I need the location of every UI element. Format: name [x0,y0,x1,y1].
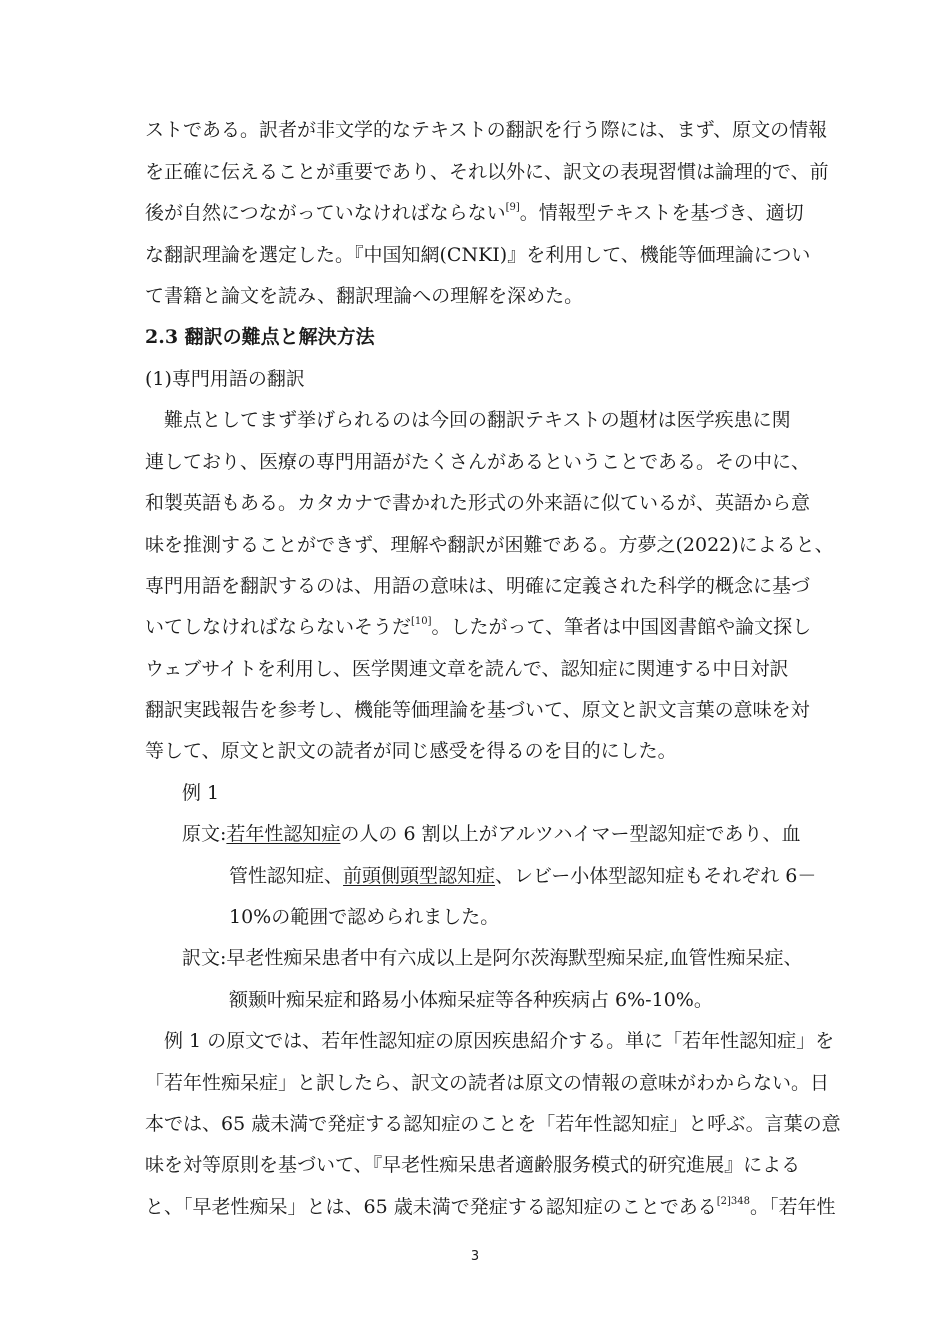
body-line [145,615,815,639]
underlined-term: 前頭側頭型認知症 [343,865,496,887]
body-line: 例 1 の原文では、若年性認知症の原因疾患紹介する。単に「若年性認知症」を [145,1030,835,1052]
body-line [145,201,815,225]
citation-ref: [2]348 [716,1195,750,1207]
text-run: 、レビー小体型認知症もそれぞれ 6－ [495,865,817,887]
body-line: 味を推測することができず、理解や翻訳が困難である。方夢之(2022)によると、 [145,534,834,556]
example-source-line: 10%の範囲で認められました。 [229,906,500,928]
underlined-term: 若年性認知症 [226,823,341,845]
body-line [145,1153,815,1177]
example-translation-line: 额颞叶痴呆症和路易小体痴呆症等各种疾病占 6%-10%。 [229,989,713,1011]
body-line: ストである。訳者が非文学的なテキストの翻訳を行う際には、まず、原文の情報 [145,119,828,141]
citation-ref: [10] [411,615,432,627]
body-line: な翻訳理論を選定した。『中国知網(CNKI)』を利用して、機能等価理論につい [145,244,811,266]
example-source-line [182,822,812,846]
body-line: 連しており、医療の専門用語がたくさんがあるということである。その中に、 [145,451,811,473]
body-line: 等して、原文と訳文の読者が同じ感受を得るのを目的にした。 [145,740,677,762]
body-line: 「若年性痴呆症」と訳したら、訳文の読者は原文の情報の意味がわからない。日 [145,1072,830,1094]
body-line: を正確に伝えることが重要であり、それ以外に、訳文の表現習慣は論理的で、前 [145,161,829,183]
example-translation-line [182,946,812,970]
text-run: る [781,1154,801,1176]
page-number: 3 [470,1249,480,1264]
body-line: 難点としてまず挙げられるのは今回の翻訳テキストの題材は医学疾患に関 [145,409,791,431]
text-run: 。「若年性 [749,1196,836,1218]
example-source-line [229,864,817,888]
text-run: の人の 6 割以上がアルツハイマー型認知症であり、血 [340,823,801,845]
body-line: 和製英語もある。カタカナで書かれた形式の外来語に似ているが、英語から意 [145,492,811,514]
body-line: 翻訳実践報告を参考し、機能等価理論を基づいて、原文と訳文言葉の意味を対 [145,699,810,721]
body-line: 本では、65 歳未満で発症する認知症のことを「若年性認知症」と呼ぶ。言葉の意 [145,1113,841,1135]
citation-ref: [9] [505,201,520,213]
subsection-heading: (1)専門用語の翻訳 [145,368,305,390]
body-line: ウェブサイトを利用し、医学関連文章を読んで、認知症に関連する中日対訳 [145,658,789,680]
text-run: 味を対等原則を基づいて、『早老性痴呆患者適齢服务模式的研究進展』によ [145,1154,782,1176]
text-run: 管性認知症、 [229,865,344,887]
body-line [145,1195,836,1219]
text-run: 。したがって、筆者は中国図書館や論文探し [431,616,812,638]
translation-label: 訳文: [182,947,227,969]
text-run: 早老性痴呆患者中有六成以上是阿尔茨海默型痴呆症,血管性痴呆症、 [226,947,803,969]
text-run: 。情報型テキストを基づき、適切 [519,202,804,224]
body-line: 専門用語を翻訳するのは、用語の意味は、明確に定義された科学的概念に基づ [145,575,811,597]
text-run: 後が自然につながっていなければならない [145,202,506,224]
text-run: いてしなければならないそうだ [145,616,412,638]
example-label: 例 1 [182,782,220,804]
source-label: 原文: [182,823,227,845]
section-heading: 2.3 翻訳の難点と解決方法 [145,326,375,348]
body-line: て書籍と論文を読み、翻訳理論への理解を深めた。 [145,285,584,307]
text-run: と、「早老性痴呆」とは、65 歳未満で発症する認知症のことである [145,1196,717,1218]
